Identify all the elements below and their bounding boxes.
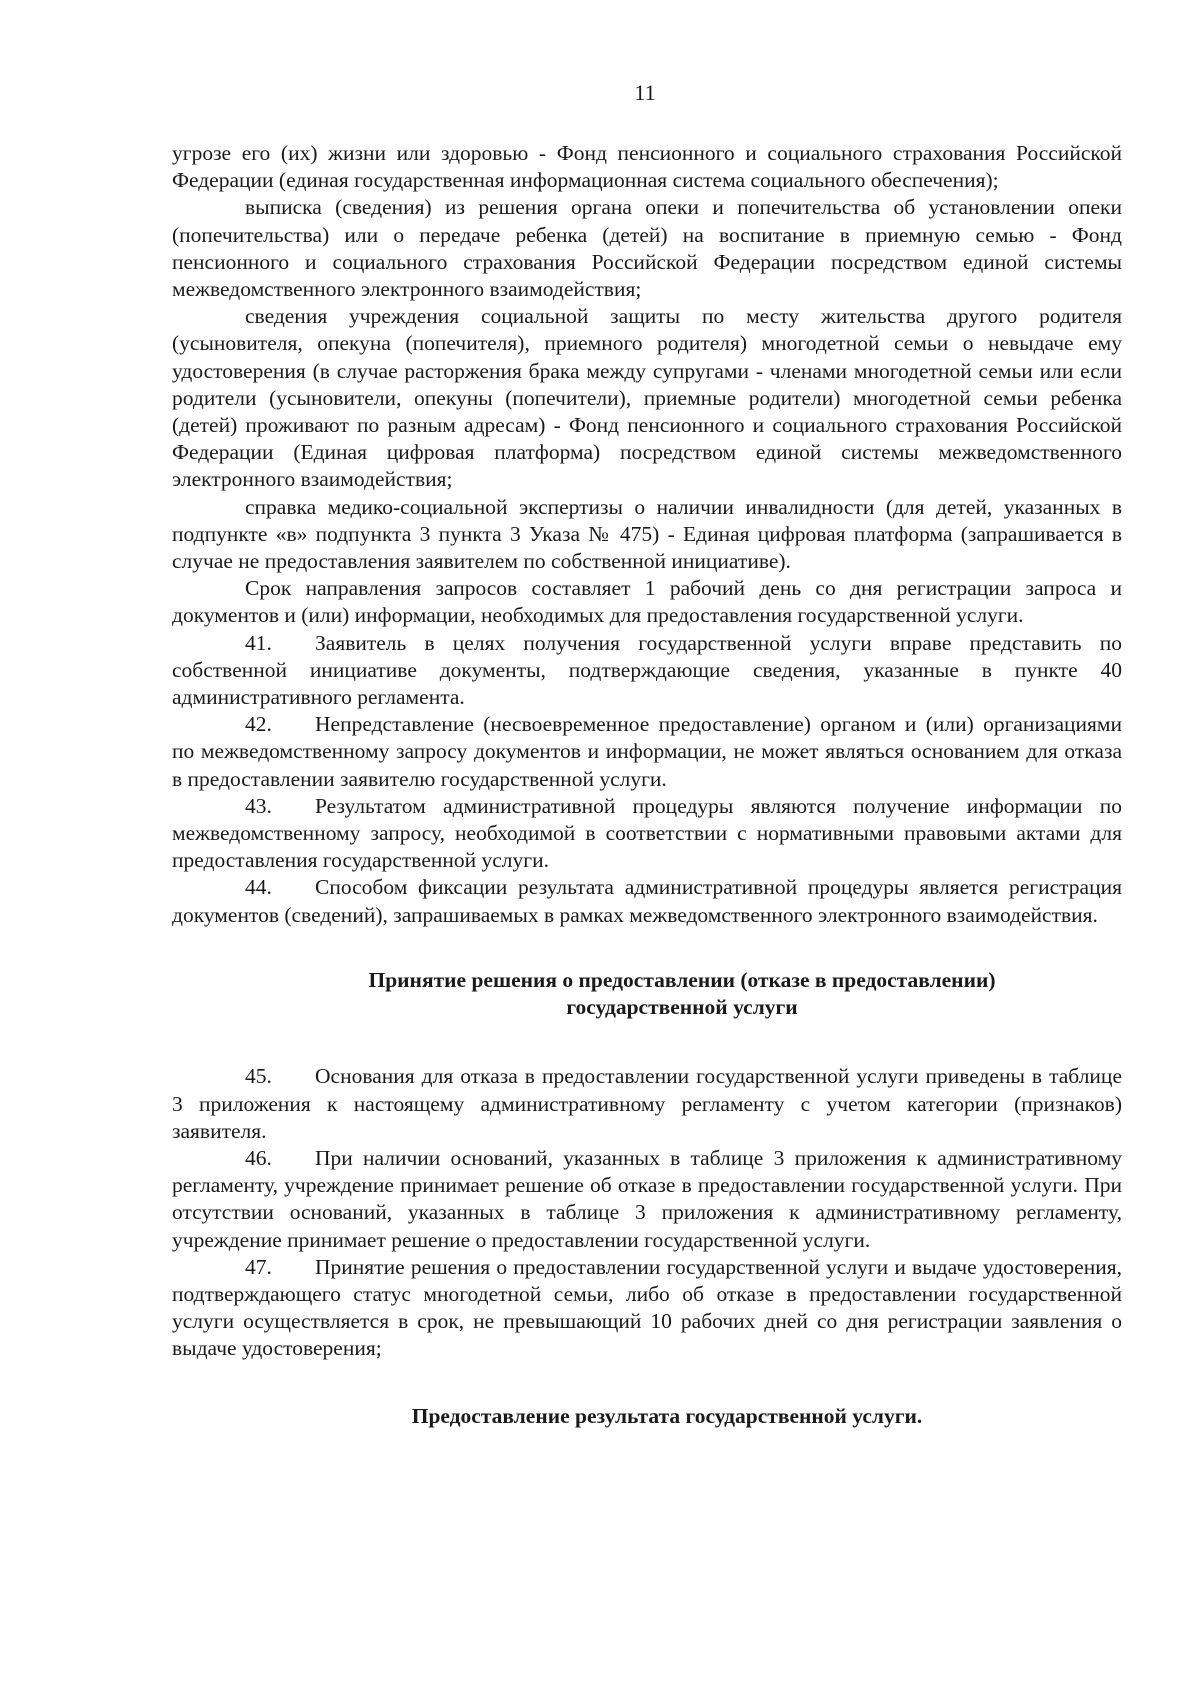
section-heading-line: Принятие решения о предоставлении (отказе в предоставлении) xyxy=(368,967,996,992)
item-number: 42. xyxy=(245,712,272,737)
item-text: Результатом административной процедуры являются получение информации по межведомственному запросу, необходимой в соответствии с нормативными правовыми актами для предоставления государственной услуги. xyxy=(172,793,1122,873)
item-text: Непредставление (несвоевременное предоставление) органом и (или) организациями по межведомственному запросу документов и информации, не может являться основанием для отказа в предоставлении заявителю государственной услуги. xyxy=(172,712,1122,791)
page-number: 11 xyxy=(634,80,656,105)
item-number: 47. xyxy=(245,1254,272,1279)
item-number: 44. xyxy=(245,875,272,900)
numbered-item xyxy=(172,874,1122,928)
section-heading: Предоставление результата государственной услуги. xyxy=(411,1403,923,1428)
item-text: Принятие решения о предоставлении государственной услуги и выдаче удостоверения, подтверждающего статус многодетной семьи, либо об отказе в предоставлении государственной услуги осуществляется в срок, не превышающий 10 рабочих дней со дня регистрации заявления о выдаче удостоверения; xyxy=(172,1254,1122,1361)
item-text: При наличии оснований, указанных в таблице 3 приложения к административному регламенту, учреждение принимает решение об отказе в предоставлении государственной услуги. При отсутствии оснований, указанных в таблице 3 приложения к административному регламенту, учреждение принимает решение о предоставлении государственной услуги. xyxy=(172,1145,1122,1252)
paragraph: Срок направления запросов составляет 1 рабочий день со дня регистрации запроса и документов и (или) информации, необходимых для предоставления государственной услуги. xyxy=(172,576,1122,628)
item-number: 43. xyxy=(245,793,272,818)
paragraph: выписка (сведения) из решения органа опеки и попечительства об установлении опеки (попечительства) или о передаче ребенка (детей) на воспитание в приемную семью - Фонд пенсионного и социального страхования Российской Федерации посредством единой системы межведомственного электронного взаимодействия; xyxy=(172,195,1122,302)
numbered-item xyxy=(172,793,1122,875)
numbered-item xyxy=(172,1145,1122,1254)
item-number: 41. xyxy=(245,630,272,655)
numbered-item xyxy=(172,1254,1122,1363)
section-heading xyxy=(172,967,1122,1021)
section-heading-line: государственной услуги xyxy=(566,995,798,1020)
item-number: 45. xyxy=(245,1064,272,1089)
paragraph: справка медико-социальной экспертизы о наличии инвалидности (для детей, указанных в подпункте «в» подпункта 3 пункта 3 Указа № 475) - Единая цифровая платформа (запрашивается в случае не предоставления заявителем по собственной инициативе). xyxy=(172,494,1122,574)
item-number: 46. xyxy=(245,1145,272,1170)
item-text: Основания для отказа в предоставлении государственной услуги приведены в таблице 3 приложения к настоящему административному регламенту с учетом категории (признаков) заявителя. xyxy=(172,1064,1122,1143)
document-body xyxy=(172,140,1122,1430)
item-text: Заявитель в целях получения государственной услуги вправе представить по собственной инициативе документы, подтверждающие сведения, указанные в пункте 40 административного регламента. xyxy=(172,630,1122,710)
numbered-item xyxy=(172,1063,1122,1145)
numbered-item xyxy=(172,711,1122,793)
item-text: Способом фиксации результата административной процедуры является регистрация документов (сведений), запрашиваемых в рамках межведомственного электронного взаимодействия. xyxy=(172,875,1122,927)
numbered-item xyxy=(172,630,1122,712)
paragraph: угрозе его (их) жизни или здоровью - Фонд пенсионного и социального страхования Российской Федерации (единая государственная информационная система социального обеспечения); xyxy=(172,141,1122,193)
paragraph: сведения учреждения социальной защиты по месту жительства другого родителя (усыновителя, опекуна (попечителя), приемного родителя) многодетной семьи о невыдаче ему удостоверения (в случае расторжения брака между супругами - членами многодетной семьи или если родители (усыновители, опекуны (попечители), приемные родители) многодетной семьи ребенка (детей) проживают по разным адресам) - Фонд пенсионного и социального страхования Российской Федерации (Единая цифровая платформа) посредством единой системы межведомственного электронного взаимодействия; xyxy=(172,304,1122,492)
